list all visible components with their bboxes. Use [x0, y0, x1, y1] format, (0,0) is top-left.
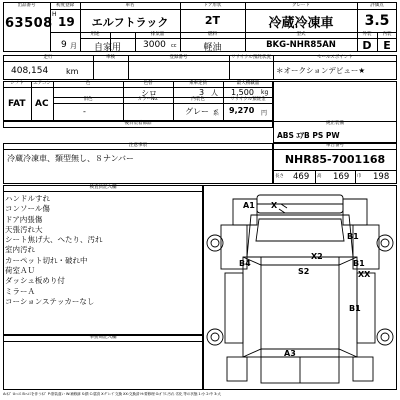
front-right-panel: [343, 199, 367, 225]
seating-label: 乗車定員: [189, 81, 207, 86]
windshield-outline: [256, 219, 344, 241]
era-h: H: [52, 11, 57, 18]
chassis-divider: [273, 149, 397, 150]
mileage-label: 走行: [43, 55, 53, 60]
office-divider: [3, 341, 203, 342]
length: 469: [293, 172, 310, 182]
max-load-label: 最大積載量: [236, 81, 260, 86]
wheel-rear-left: [207, 329, 223, 345]
score: 3.5: [364, 13, 390, 29]
recycle-fee-unit: 円: [261, 110, 268, 117]
car-name: エルフトラック: [91, 16, 169, 29]
chassis-divider: [273, 170, 397, 171]
mileage-divider: [3, 61, 397, 62]
lot-number: 63508: [5, 16, 53, 31]
interior-color: グレー: [185, 107, 209, 116]
chassis-vline: [315, 170, 316, 184]
office-label: 事務局記入欄: [89, 335, 117, 340]
inspector-item: カーペット切れ・破れ中: [5, 255, 88, 265]
exterior-label: 外装: [362, 32, 372, 37]
header-vline: [135, 32, 136, 52]
damage-mark: A3: [284, 349, 296, 358]
length-label: 長さ: [275, 174, 284, 179]
year: 19: [58, 15, 75, 29]
fuel: 軽油: [203, 43, 222, 53]
inspector-label: 検査員記入欄: [89, 185, 117, 190]
interior-score: E: [383, 39, 391, 52]
notes-divider: [3, 149, 273, 150]
chassis-label: 車台番号: [326, 143, 344, 148]
chassis-number: NHR85-7001168: [284, 153, 386, 166]
wheel-rear-right: [377, 329, 393, 345]
header-divider-top: [50, 9, 397, 10]
color-label: 色: [85, 81, 91, 86]
first-reg-label: 初度登録: [56, 3, 74, 8]
inspector-item: ハンドルすれ: [5, 194, 50, 203]
car-name-label: 車名: [125, 3, 135, 8]
use: 自家用: [93, 43, 121, 53]
rear-right-lamp: [353, 357, 373, 381]
month: 9: [61, 40, 67, 50]
seating: 3: [199, 88, 205, 97]
damage-mark: X: [271, 201, 278, 210]
month-unit: 月: [70, 42, 77, 50]
inspector-item: コンソール傷: [5, 204, 50, 214]
cab-outline: [247, 215, 353, 257]
interior-color-unit: 系: [213, 110, 220, 117]
ac-label: エアコン: [33, 81, 51, 86]
displacement: 3000: [143, 40, 166, 50]
model: BKG-NHR85AN: [266, 40, 336, 50]
color: シロ: [141, 89, 157, 98]
inspection-label: 車検: [106, 55, 115, 60]
inspector-item: ミラーＡ: [5, 286, 35, 296]
sales-point: ＊オークションデビュー★: [276, 66, 366, 75]
reg-no-label: 登録番号: [169, 55, 188, 60]
recycle-fee: 9,270: [229, 106, 255, 115]
damage-legend: A:ｷｽﾞ U:ﾍｺﾐ B:ﾍｺﾐを伴うｷｽﾞ P:塗装違い W:補修跡 S:錆 C:腐食 X:ｸﾞﾚｰﾄﾞ交換 XX:交換済 H:要修理 G:ｶﾞﾗｽ 汚れ 劣化 等の状態 1:小 2:中 3:大: [3, 392, 221, 396]
auction-sheet: [3, 2, 397, 397]
doors-label: ドア形状: [203, 3, 222, 8]
exterior-score: D: [362, 39, 372, 52]
height-label: 高: [317, 174, 322, 179]
grade: 冷蔵冷凍車: [268, 16, 334, 31]
damage-mark: X2: [311, 252, 323, 261]
use-label: 用途: [90, 32, 100, 37]
color-no-label: 色替: [143, 81, 153, 86]
interior-color-label: 内装色: [191, 97, 205, 102]
score-label: 評価点: [370, 3, 384, 8]
inspector-item: 室内汚れ: [5, 245, 35, 255]
damage-mark: XX: [358, 270, 371, 279]
sales-point-label: セールスポイント: [317, 55, 353, 60]
equipment: ABS ｴｱB PS PW: [277, 131, 340, 140]
damage-mark: B1: [353, 259, 365, 268]
ac: AC: [35, 99, 49, 109]
displacement-unit: cc: [171, 43, 177, 49]
dash: -: [83, 107, 86, 116]
header-divider-sub: [80, 38, 397, 39]
inspector-item: コーションステッカーなし: [5, 296, 95, 306]
width-label: 巾: [357, 174, 362, 179]
height: 169: [333, 172, 350, 182]
grade-label: グレード: [292, 3, 310, 8]
inspector-items: [5, 194, 103, 307]
damage-mark: A1: [243, 201, 255, 210]
model-label: 型式: [296, 32, 306, 37]
fuel-label: 燃料: [208, 32, 217, 37]
recycle-status-label: リサイクル預託状況: [231, 55, 271, 60]
mileage-unit: km: [66, 67, 79, 76]
mileage: 408,154: [11, 66, 49, 76]
spec-vline: [31, 81, 32, 121]
doors: 2T: [204, 14, 221, 27]
inspector-divider: [3, 191, 203, 192]
car-diagram: [203, 185, 397, 390]
spec-divider: [53, 103, 273, 104]
seating-unit: 人: [211, 89, 218, 97]
rear-parts-label: 後日装着部品: [124, 121, 152, 126]
inspector-item: 荷室ＡＵ: [5, 266, 35, 276]
inspector-item: シート焦げ大、へたり、汚れ: [5, 235, 103, 245]
chassis-vline: [355, 170, 356, 184]
width: 198: [373, 172, 390, 182]
office-frame: [3, 335, 203, 390]
rear-left-lamp: [227, 357, 247, 381]
inspector-item: ドア内張傷: [5, 214, 43, 224]
max-load-unit: kg: [261, 89, 269, 96]
recycle-fee-label: リサイクル預託金: [230, 97, 266, 102]
inspector-item: 天張汚れ大: [5, 224, 43, 234]
damage-mark: B4: [239, 259, 251, 268]
inspector-item: ダッシュ板めり付: [5, 276, 65, 286]
displacement-label: 排気量: [150, 32, 165, 37]
notes-text: 冷蔵冷凍車、類型無し、８ナンバー: [7, 154, 135, 163]
damage-mark: S2: [298, 267, 310, 276]
shift-label: シフト: [10, 81, 24, 86]
lot-label: 出品番号: [17, 3, 36, 8]
prev-color-label: 旧色: [83, 97, 93, 102]
shift: FAT: [8, 99, 26, 109]
notes-label: 注意事項: [129, 143, 147, 148]
equipment-label: 純正装備: [326, 121, 344, 126]
damage-mark: B1: [347, 232, 359, 241]
max-load: 1,500: [231, 88, 254, 97]
interior-label: 内装: [382, 32, 392, 37]
damage-mark: B1: [349, 304, 361, 313]
color-code-label: カラーNo.: [137, 97, 159, 102]
left-side-panel: [225, 273, 243, 343]
